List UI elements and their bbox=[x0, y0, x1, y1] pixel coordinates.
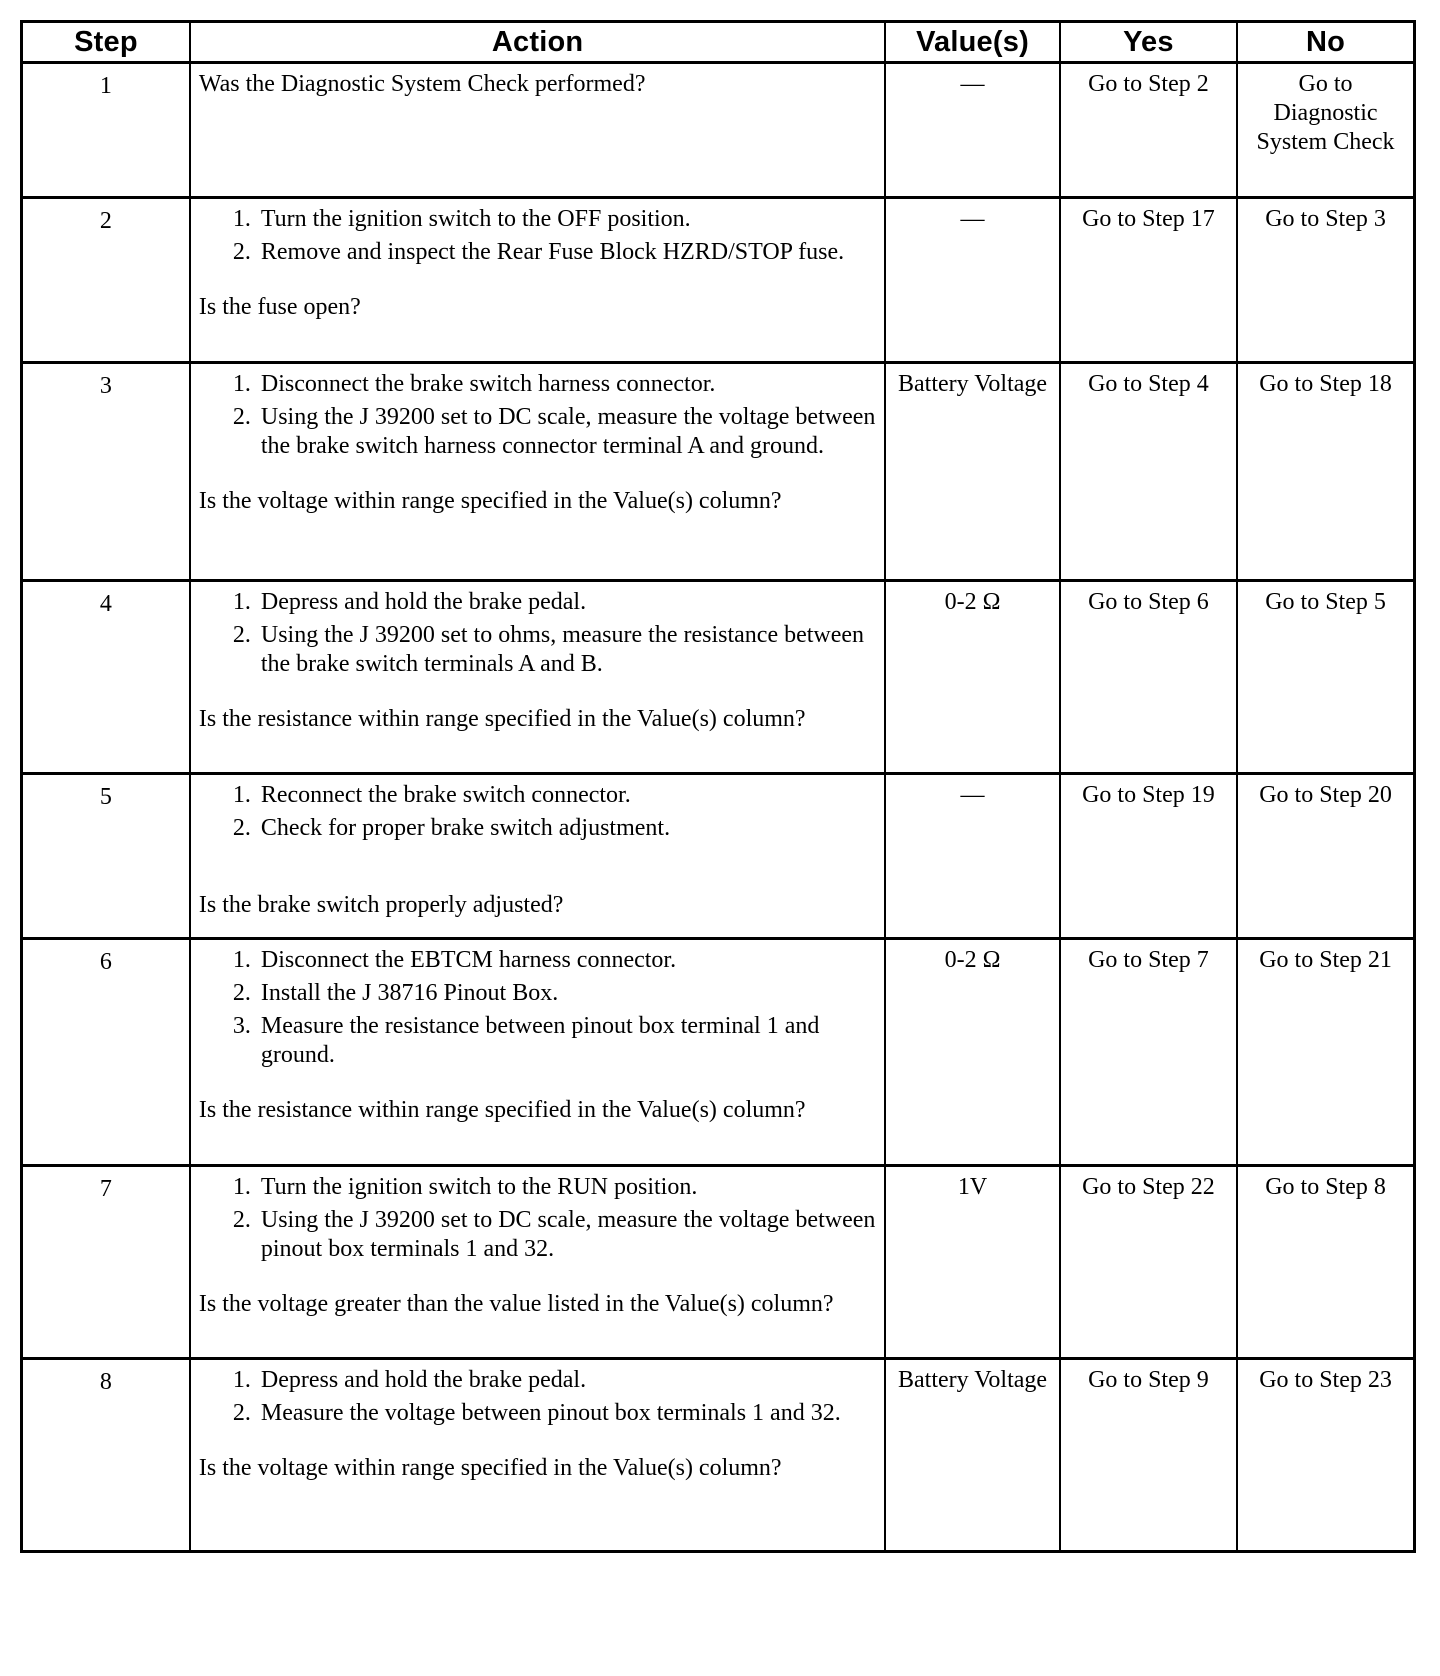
action-question: Is the voltage within range specified in the Value(s) column? bbox=[198, 1455, 782, 1481]
yes-cell: Go to Step 6 bbox=[1060, 581, 1237, 774]
action-steps bbox=[199, 588, 876, 679]
action-cell bbox=[190, 939, 885, 1166]
action-question: Is the brake switch properly adjusted? bbox=[198, 892, 564, 918]
value-cell: — bbox=[885, 63, 1059, 198]
step-number: 1 bbox=[22, 63, 190, 198]
action-question: Is the resistance within range specified in the Value(s) column? bbox=[198, 1097, 806, 1123]
action-cell bbox=[190, 63, 885, 198]
table-row bbox=[22, 581, 1415, 774]
step-number: 3 bbox=[22, 363, 190, 581]
action-steps bbox=[199, 946, 876, 1070]
table-row bbox=[22, 198, 1415, 363]
action-step-item: 3. Measure the resistance between pinout box terminal 1 and ground. bbox=[257, 1012, 876, 1070]
table-row bbox=[22, 1359, 1415, 1552]
value-cell: Battery Voltage bbox=[885, 1359, 1059, 1552]
action-step-item: 2. Using the J 39200 set to DC scale, measure the voltage between pinout box terminals 1 and 32. bbox=[257, 1206, 876, 1264]
no-cell: Go to Step 18 bbox=[1237, 363, 1414, 581]
step-number: 6 bbox=[22, 939, 190, 1166]
action-step-item: 2. Remove and inspect the Rear Fuse Block HZRD/STOP fuse. bbox=[257, 238, 876, 267]
action-step-item: 1. Turn the ignition switch to the OFF position. bbox=[257, 205, 876, 234]
action-steps bbox=[199, 1173, 876, 1264]
no-cell: Go to Step 5 bbox=[1237, 581, 1414, 774]
action-cell bbox=[190, 1359, 885, 1552]
table-row bbox=[22, 63, 1415, 198]
header-step: Step bbox=[22, 22, 190, 63]
no-cell: Go to Step 3 bbox=[1237, 198, 1414, 363]
table-row bbox=[22, 939, 1415, 1166]
action-question: Was the Diagnostic System Check performed? bbox=[198, 71, 646, 97]
diagnostic-table-page bbox=[20, 20, 1416, 1553]
value-cell: 0-2 Ω bbox=[885, 939, 1059, 1166]
no-cell: Go to Step 8 bbox=[1237, 1166, 1414, 1359]
no-cell: Go to Diagnostic System Check bbox=[1237, 63, 1414, 198]
no-cell: Go to Step 23 bbox=[1237, 1359, 1414, 1552]
table-row bbox=[22, 363, 1415, 581]
action-step-item: 1. Disconnect the EBTCM harness connector. bbox=[257, 946, 876, 975]
action-steps bbox=[199, 205, 876, 267]
table-row bbox=[22, 774, 1415, 939]
action-step-item: 1. Depress and hold the brake pedal. bbox=[257, 1366, 876, 1395]
value-cell: — bbox=[885, 774, 1059, 939]
action-question: Is the fuse open? bbox=[198, 294, 361, 320]
header-value: Value(s) bbox=[885, 22, 1059, 63]
no-cell: Go to Step 21 bbox=[1237, 939, 1414, 1166]
action-steps bbox=[199, 1366, 876, 1428]
yes-cell: Go to Step 2 bbox=[1060, 63, 1237, 198]
value-cell: — bbox=[885, 198, 1059, 363]
action-step-item: 1. Depress and hold the brake pedal. bbox=[257, 588, 876, 617]
action-question: Is the voltage greater than the value listed in the Value(s) column? bbox=[198, 1291, 834, 1317]
action-cell bbox=[190, 581, 885, 774]
no-cell: Go to Step 20 bbox=[1237, 774, 1414, 939]
action-step-item: 1. Turn the ignition switch to the RUN position. bbox=[257, 1173, 876, 1202]
yes-cell: Go to Step 22 bbox=[1060, 1166, 1237, 1359]
action-step-item: 2. Measure the voltage between pinout box terminals 1 and 32. bbox=[257, 1399, 876, 1428]
step-number: 8 bbox=[22, 1359, 190, 1552]
yes-cell: Go to Step 9 bbox=[1060, 1359, 1237, 1552]
value-cell: 1V bbox=[885, 1166, 1059, 1359]
value-cell: 0-2 Ω bbox=[885, 581, 1059, 774]
action-step-item: 2. Check for proper brake switch adjustment. bbox=[257, 814, 876, 843]
action-cell bbox=[190, 198, 885, 363]
action-cell bbox=[190, 1166, 885, 1359]
action-step-item: 2. Using the J 39200 set to DC scale, measure the voltage between the brake switch harness connector terminal A and ground. bbox=[257, 403, 876, 461]
action-step-item: 2. Install the J 38716 Pinout Box. bbox=[257, 979, 876, 1008]
yes-cell: Go to Step 7 bbox=[1060, 939, 1237, 1166]
header-no: No bbox=[1237, 22, 1414, 63]
action-step-item: 2. Using the J 39200 set to ohms, measure the resistance between the brake switch terminals A and B. bbox=[257, 621, 876, 679]
table-row bbox=[22, 1166, 1415, 1359]
header-action: Action bbox=[190, 22, 885, 63]
step-number: 7 bbox=[22, 1166, 190, 1359]
action-steps bbox=[199, 781, 876, 843]
action-step-item: 1. Disconnect the brake switch harness connector. bbox=[257, 370, 876, 399]
step-number: 5 bbox=[22, 774, 190, 939]
header-row bbox=[22, 22, 1415, 63]
action-step-item: 1. Reconnect the brake switch connector. bbox=[257, 781, 876, 810]
action-question: Is the voltage within range specified in the Value(s) column? bbox=[198, 488, 782, 514]
yes-cell: Go to Step 17 bbox=[1060, 198, 1237, 363]
step-number: 2 bbox=[22, 198, 190, 363]
diagnostic-table bbox=[20, 20, 1416, 1553]
action-steps bbox=[199, 370, 876, 461]
value-cell: Battery Voltage bbox=[885, 363, 1059, 581]
yes-cell: Go to Step 19 bbox=[1060, 774, 1237, 939]
action-cell bbox=[190, 774, 885, 939]
header-yes: Yes bbox=[1060, 22, 1237, 63]
yes-cell: Go to Step 4 bbox=[1060, 363, 1237, 581]
step-number: 4 bbox=[22, 581, 190, 774]
action-question: Is the resistance within range specified in the Value(s) column? bbox=[198, 706, 806, 732]
action-cell bbox=[190, 363, 885, 581]
